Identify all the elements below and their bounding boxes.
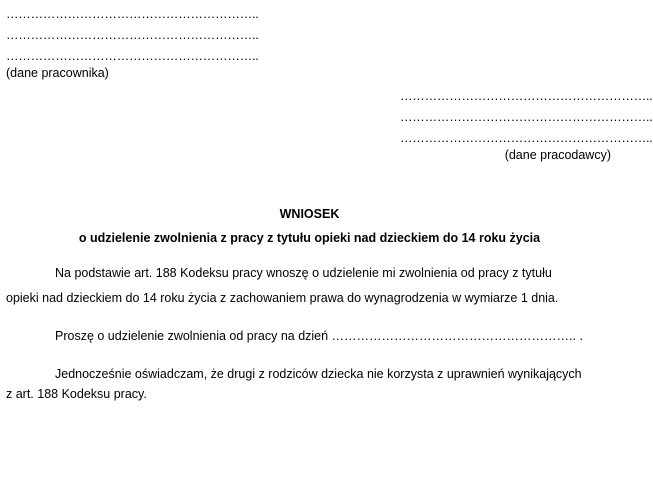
document-title: WNIOSEK (279, 207, 340, 221)
employer-dotted-line-1: …………………………………………………….. (400, 89, 653, 103)
employee-dotted-line-3: …………………………………………………….. (6, 49, 259, 63)
employee-dotted-line-2: …………………………………………………….. (6, 28, 259, 42)
paragraph-3-line-1: Jednocześnie oświadczam, że drugi z rodziców dziecka nie korzysta z uprawnień wynikających (55, 367, 582, 381)
paragraph-3-line-2: z art. 188 Kodeksu pracy. (6, 387, 147, 401)
employer-data-caption: (dane pracodawcy) (504, 148, 611, 162)
document-subtitle: o udzielenie zwolnienia z pracy z tytułu opieki nad dzieckiem do 14 roku życia (78, 231, 541, 245)
employee-data-caption: (dane pracownika) (6, 66, 109, 80)
paragraph-2-date-request: Proszę o udzielenie zwolnienia od pracy na dzień ………………………………………………….. . (55, 329, 583, 343)
employee-dotted-line-1: …………………………………………………….. (6, 7, 259, 21)
employer-dotted-line-2: …………………………………………………….. (400, 110, 653, 124)
paragraph-1-line-1: Na podstawie art. 188 Kodeksu pracy wnoszę o udzielenie mi zwolnienia od pracy z tytułu (55, 266, 552, 280)
paragraph-1-line-2: opieki nad dzieckiem do 14 roku życia z zachowaniem prawa do wynagrodzenia w wymiarze 1 dnia. (6, 291, 559, 305)
employer-dotted-line-3: …………………………………………………….. (400, 131, 653, 145)
